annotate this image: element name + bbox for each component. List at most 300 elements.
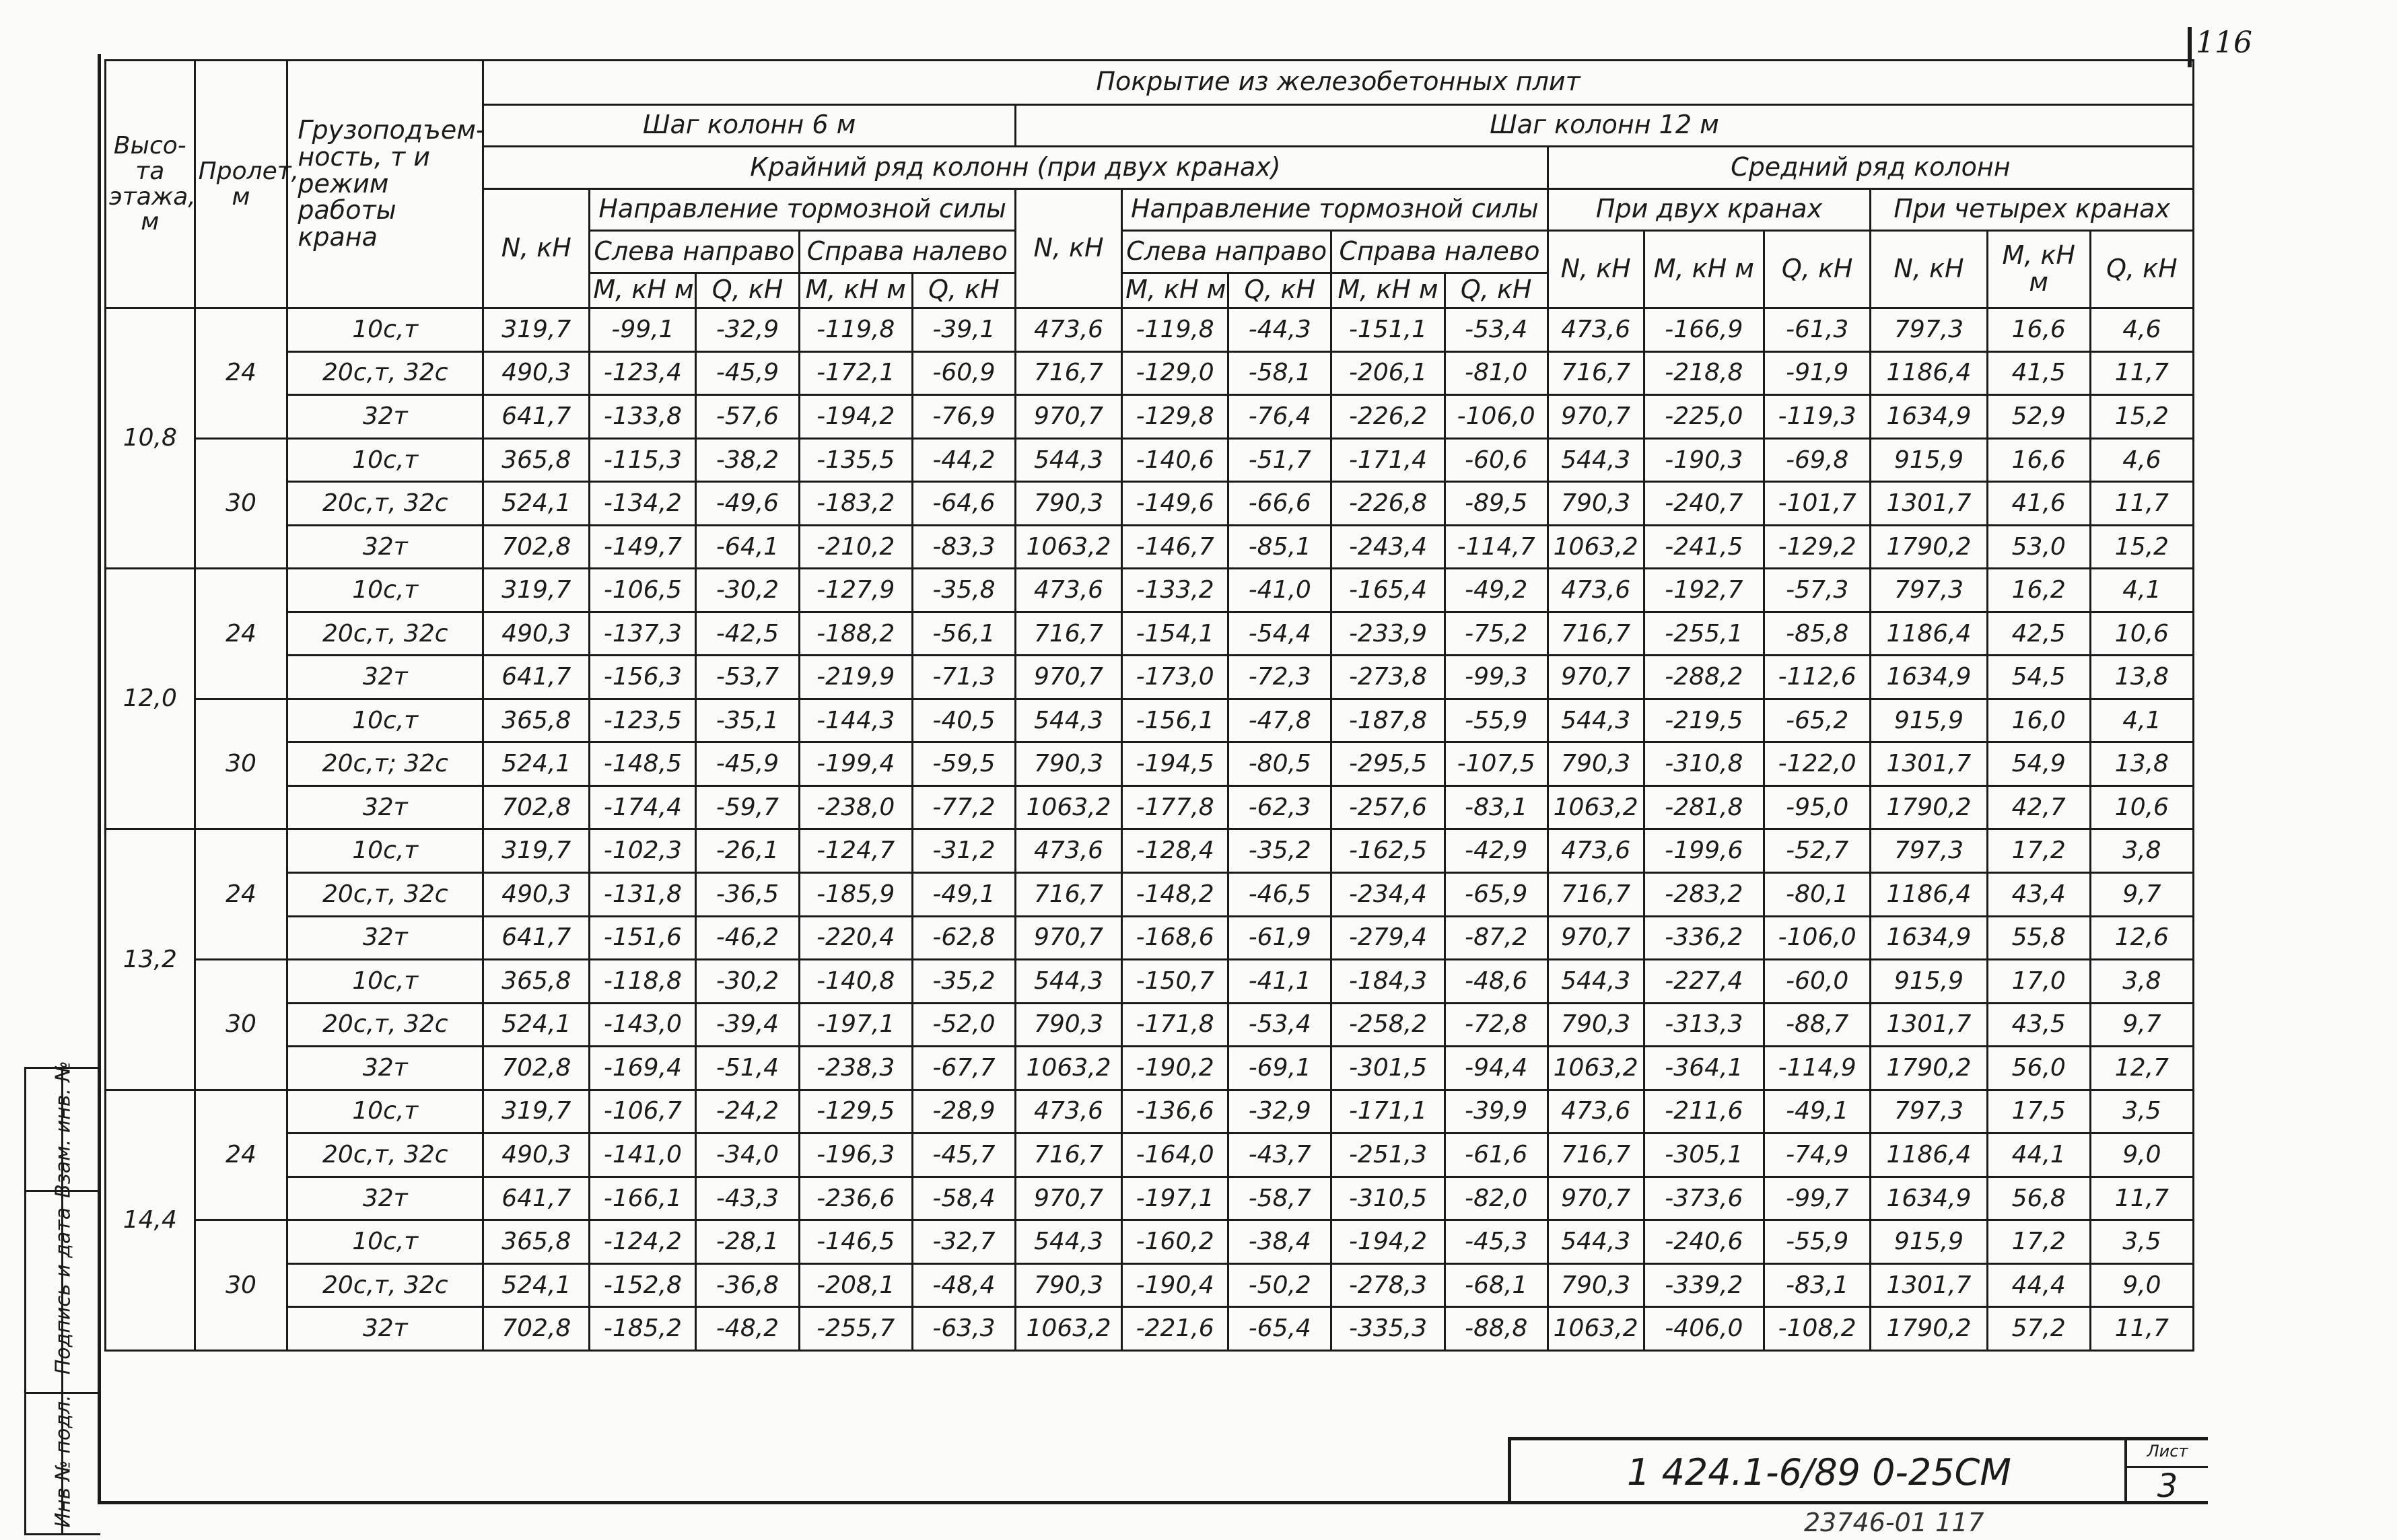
- crane-mode-cell: 32т: [287, 1047, 483, 1090]
- value-cell: 11,7: [2090, 351, 2193, 395]
- value-cell: -364,1: [1644, 1047, 1764, 1090]
- value-cell: -129,8: [1122, 395, 1228, 439]
- value-cell: -241,5: [1644, 525, 1764, 569]
- value-cell: -305,1: [1644, 1133, 1764, 1177]
- value-cell: 1063,2: [1015, 525, 1121, 569]
- crane-mode-cell: 10с,т: [287, 308, 483, 352]
- header-n-four: N, кН: [1871, 231, 1987, 308]
- table-row: [106, 1177, 2194, 1220]
- value-cell: -76,4: [1228, 395, 1331, 439]
- value-cell: 43,4: [1987, 872, 2090, 916]
- value-cell: -44,3: [1228, 308, 1331, 352]
- table-row: [106, 438, 2194, 482]
- value-cell: -82,0: [1445, 1177, 1548, 1220]
- value-cell: -26,1: [696, 829, 799, 873]
- value-cell: -53,4: [1445, 308, 1548, 352]
- value-cell: 1790,2: [1871, 785, 1987, 829]
- table-row: [106, 656, 2194, 699]
- value-cell: -251,3: [1331, 1133, 1445, 1177]
- value-cell: 473,6: [1015, 569, 1121, 612]
- value-cell: 915,9: [1871, 1220, 1987, 1264]
- table-row: [106, 482, 2194, 526]
- value-cell: 1301,7: [1871, 1263, 1987, 1307]
- value-cell: -173,0: [1122, 656, 1228, 699]
- value-cell: -61,9: [1228, 916, 1331, 960]
- value-cell: 970,7: [1015, 1177, 1121, 1220]
- value-cell: 10,6: [2090, 785, 2193, 829]
- value-cell: 11,7: [2090, 1177, 2193, 1220]
- value-cell: -60,9: [912, 351, 1015, 395]
- crane-mode-cell: 10с,т: [287, 960, 483, 1004]
- value-cell: -53,4: [1228, 1003, 1331, 1047]
- value-cell: -69,8: [1764, 438, 1871, 482]
- value-cell: 9,7: [2090, 872, 2193, 916]
- span-cell: 30: [195, 960, 287, 1090]
- value-cell: -151,1: [1331, 308, 1445, 352]
- value-cell: -54,4: [1228, 612, 1331, 656]
- value-cell: -156,3: [590, 656, 696, 699]
- value-cell: -148,2: [1122, 872, 1228, 916]
- span-cell: 30: [195, 699, 287, 829]
- table-row: [106, 612, 2194, 656]
- value-cell: -194,2: [799, 395, 912, 439]
- value-cell: -89,5: [1445, 482, 1548, 526]
- value-cell: 4,1: [2090, 569, 2193, 612]
- value-cell: 970,7: [1548, 656, 1644, 699]
- value-cell: -83,3: [912, 525, 1015, 569]
- value-cell: 3,5: [2090, 1220, 2193, 1264]
- value-cell: 716,7: [1015, 872, 1121, 916]
- value-cell: -295,5: [1331, 742, 1445, 786]
- value-cell: -240,7: [1644, 482, 1764, 526]
- value-cell: -226,8: [1331, 482, 1445, 526]
- value-cell: 9,7: [2090, 1003, 2193, 1047]
- value-cell: 490,3: [483, 872, 590, 916]
- value-cell: 56,8: [1987, 1177, 2090, 1220]
- value-cell: 970,7: [1015, 395, 1121, 439]
- value-cell: -85,1: [1228, 525, 1331, 569]
- value-cell: -91,9: [1764, 351, 1871, 395]
- value-cell: -80,5: [1228, 742, 1331, 786]
- table-row: [106, 872, 2194, 916]
- header-q-four: Q, кН: [2090, 231, 2193, 308]
- value-cell: 490,3: [483, 1133, 590, 1177]
- value-cell: 1063,2: [1015, 1307, 1121, 1351]
- value-cell: -273,8: [1331, 656, 1445, 699]
- value-cell: -190,4: [1122, 1263, 1228, 1307]
- value-cell: 12,7: [2090, 1047, 2193, 1090]
- value-cell: -32,7: [912, 1220, 1015, 1264]
- value-cell: -141,0: [590, 1133, 696, 1177]
- value-cell: -283,2: [1644, 872, 1764, 916]
- table-row: [106, 785, 2194, 829]
- value-cell: -31,2: [912, 829, 1015, 873]
- value-cell: -281,8: [1644, 785, 1764, 829]
- header-q-lr-12m: Q, кН: [1228, 273, 1331, 308]
- value-cell: -30,2: [696, 960, 799, 1004]
- value-cell: -39,9: [1445, 1090, 1548, 1133]
- header-left-right-12m: Слева направо: [1122, 231, 1331, 273]
- value-cell: -255,7: [799, 1307, 912, 1351]
- value-cell: -220,4: [799, 916, 912, 960]
- value-cell: -74,9: [1764, 1133, 1871, 1177]
- value-cell: 16,2: [1987, 569, 2090, 612]
- value-cell: -339,2: [1644, 1263, 1764, 1307]
- table-row: [106, 395, 2194, 439]
- value-cell: -58,7: [1228, 1177, 1331, 1220]
- value-cell: 797,3: [1871, 829, 1987, 873]
- value-cell: -45,9: [696, 351, 799, 395]
- value-cell: 790,3: [1548, 1003, 1644, 1047]
- value-cell: -119,8: [1122, 308, 1228, 352]
- value-cell: 17,5: [1987, 1090, 2090, 1133]
- value-cell: -238,3: [799, 1047, 912, 1090]
- value-cell: 970,7: [1015, 916, 1121, 960]
- table-row: [106, 742, 2194, 786]
- span-cell: 24: [195, 1090, 287, 1220]
- value-cell: -118,8: [590, 960, 696, 1004]
- value-cell: 1301,7: [1871, 482, 1987, 526]
- value-cell: -42,5: [696, 612, 799, 656]
- value-cell: -69,1: [1228, 1047, 1331, 1090]
- crane-mode-cell: 32т: [287, 1177, 483, 1220]
- value-cell: 716,7: [1015, 351, 1121, 395]
- value-cell: -30,2: [696, 569, 799, 612]
- value-cell: -199,4: [799, 742, 912, 786]
- value-cell: -62,8: [912, 916, 1015, 960]
- value-cell: 12,6: [2090, 916, 2193, 960]
- header-middle-row: Средний ряд колонн: [1548, 147, 2193, 189]
- value-cell: 1634,9: [1871, 1177, 1987, 1220]
- table-body: [106, 308, 2194, 1351]
- value-cell: 1186,4: [1871, 612, 1987, 656]
- value-cell: -210,2: [799, 525, 912, 569]
- side-replace-inv: Взам. инв. №: [51, 1061, 75, 1198]
- value-cell: 970,7: [1548, 916, 1644, 960]
- table-row: [106, 960, 2194, 1004]
- crane-mode-cell: 20с,т, 32с: [287, 1133, 483, 1177]
- sheet-number: 3: [2157, 1467, 2178, 1505]
- value-cell: -55,9: [1445, 699, 1548, 742]
- value-cell: -61,6: [1445, 1133, 1548, 1177]
- value-cell: -143,0: [590, 1003, 696, 1047]
- header-q-two: Q, кН: [1764, 231, 1871, 308]
- value-cell: -171,4: [1331, 438, 1445, 482]
- value-cell: -140,6: [1122, 438, 1228, 482]
- value-cell: 3,8: [2090, 829, 2193, 873]
- value-cell: -36,5: [696, 872, 799, 916]
- header-n-6m: N, кН: [483, 188, 590, 308]
- value-cell: -227,4: [1644, 960, 1764, 1004]
- value-cell: -72,3: [1228, 656, 1331, 699]
- header-pitch-12m: Шаг колонн 12 м: [1015, 104, 2193, 147]
- value-cell: 365,8: [483, 438, 590, 482]
- value-cell: -185,9: [799, 872, 912, 916]
- value-cell: 54,5: [1987, 656, 2090, 699]
- value-cell: -81,0: [1445, 351, 1548, 395]
- value-cell: -131,8: [590, 872, 696, 916]
- value-cell: 41,5: [1987, 351, 2090, 395]
- value-cell: -211,6: [1644, 1090, 1764, 1133]
- value-cell: 42,7: [1987, 785, 2090, 829]
- value-cell: -336,2: [1644, 916, 1764, 960]
- value-cell: 716,7: [1548, 1133, 1644, 1177]
- value-cell: 17,2: [1987, 1220, 2090, 1264]
- value-cell: -46,5: [1228, 872, 1331, 916]
- value-cell: -53,7: [696, 656, 799, 699]
- header-n-two: N, кН: [1548, 231, 1644, 308]
- value-cell: -129,2: [1764, 525, 1871, 569]
- header-right-left-12m: Справа налево: [1331, 231, 1548, 273]
- crane-mode-cell: 10с,т: [287, 829, 483, 873]
- value-cell: -99,3: [1445, 656, 1548, 699]
- value-cell: 13,8: [2090, 656, 2193, 699]
- loads-table: [104, 59, 2194, 1352]
- value-cell: -66,6: [1228, 482, 1331, 526]
- value-cell: -133,2: [1122, 569, 1228, 612]
- value-cell: -32,9: [696, 308, 799, 352]
- value-cell: -171,1: [1331, 1090, 1445, 1133]
- value-cell: -169,4: [590, 1047, 696, 1090]
- crane-mode-cell: 32т: [287, 916, 483, 960]
- header-m-rl-6m: М, кН м: [799, 273, 912, 308]
- floor-height-cell: 12,0: [106, 569, 195, 829]
- value-cell: -67,7: [912, 1047, 1015, 1090]
- value-cell: 544,3: [1548, 960, 1644, 1004]
- value-cell: -119,8: [799, 308, 912, 352]
- value-cell: -255,1: [1644, 612, 1764, 656]
- value-cell: -149,7: [590, 525, 696, 569]
- side-inv-podl: Инв № подл.: [51, 1395, 75, 1528]
- value-cell: 790,3: [1015, 742, 1121, 786]
- value-cell: -183,2: [799, 482, 912, 526]
- span-cell: 24: [195, 569, 287, 699]
- header-m-four: М, кН м: [1987, 231, 2090, 308]
- value-cell: -168,6: [1122, 916, 1228, 960]
- value-cell: -194,5: [1122, 742, 1228, 786]
- header-n-12m: N, кН: [1015, 188, 1121, 308]
- value-cell: -35,1: [696, 699, 799, 742]
- floor-height-cell: 10,8: [106, 308, 195, 569]
- value-cell: -49,1: [1764, 1090, 1871, 1133]
- value-cell: 1634,9: [1871, 916, 1987, 960]
- value-cell: -288,2: [1644, 656, 1764, 699]
- sheet-box: [2124, 1440, 2208, 1504]
- crane-mode-cell: 20с,т, 32с: [287, 1263, 483, 1307]
- value-cell: -35,2: [912, 960, 1015, 1004]
- value-cell: -48,2: [696, 1307, 799, 1351]
- value-cell: -38,4: [1228, 1220, 1331, 1264]
- value-cell: 544,3: [1015, 1220, 1121, 1264]
- value-cell: 490,3: [483, 612, 590, 656]
- value-cell: -134,2: [590, 482, 696, 526]
- value-cell: -146,5: [799, 1220, 912, 1264]
- value-cell: -94,4: [1445, 1047, 1548, 1090]
- table-row: [106, 1090, 2194, 1133]
- value-cell: 641,7: [483, 395, 590, 439]
- table-row: [106, 699, 2194, 742]
- value-cell: -146,7: [1122, 525, 1228, 569]
- value-cell: -101,7: [1764, 482, 1871, 526]
- value-cell: 365,8: [483, 699, 590, 742]
- value-cell: 544,3: [1015, 960, 1121, 1004]
- side-approval-stamp: [24, 1061, 100, 1535]
- value-cell: -40,5: [912, 699, 1015, 742]
- value-cell: -240,6: [1644, 1220, 1764, 1264]
- header-height: Высо-та этажа, м: [106, 61, 195, 308]
- value-cell: -190,3: [1644, 438, 1764, 482]
- table-row: [106, 916, 2194, 960]
- value-cell: 1063,2: [1548, 785, 1644, 829]
- value-cell: -190,2: [1122, 1047, 1228, 1090]
- value-cell: 1063,2: [1015, 785, 1121, 829]
- value-cell: -68,1: [1445, 1263, 1548, 1307]
- value-cell: 716,7: [1015, 612, 1121, 656]
- value-cell: 11,7: [2090, 482, 2193, 526]
- value-cell: -60,6: [1445, 438, 1548, 482]
- value-cell: -35,2: [1228, 829, 1331, 873]
- value-cell: 1790,2: [1871, 525, 1987, 569]
- value-cell: -335,3: [1331, 1307, 1445, 1351]
- value-cell: 790,3: [1015, 482, 1121, 526]
- value-cell: -58,4: [912, 1177, 1015, 1220]
- table-row: [106, 1307, 2194, 1351]
- value-cell: 17,0: [1987, 960, 2090, 1004]
- value-cell: -226,2: [1331, 395, 1445, 439]
- value-cell: 55,8: [1987, 916, 2090, 960]
- value-cell: -160,2: [1122, 1220, 1228, 1264]
- value-cell: 702,8: [483, 525, 590, 569]
- value-cell: 16,6: [1987, 308, 2090, 352]
- value-cell: -49,6: [696, 482, 799, 526]
- span-cell: 24: [195, 308, 287, 439]
- value-cell: 319,7: [483, 1090, 590, 1133]
- header-q-lr-6m: Q, кН: [696, 273, 799, 308]
- value-cell: 915,9: [1871, 438, 1987, 482]
- value-cell: -59,7: [696, 785, 799, 829]
- value-cell: -43,7: [1228, 1133, 1331, 1177]
- value-cell: -28,9: [912, 1090, 1015, 1133]
- value-cell: -194,2: [1331, 1220, 1445, 1264]
- value-cell: -151,6: [590, 916, 696, 960]
- value-cell: -278,3: [1331, 1263, 1445, 1307]
- value-cell: -174,4: [590, 785, 696, 829]
- value-cell: -45,9: [696, 742, 799, 786]
- value-cell: 9,0: [2090, 1133, 2193, 1177]
- table-row: [106, 1003, 2194, 1047]
- value-cell: -48,4: [912, 1263, 1015, 1307]
- value-cell: -301,5: [1331, 1047, 1445, 1090]
- value-cell: -114,9: [1764, 1047, 1871, 1090]
- value-cell: 641,7: [483, 916, 590, 960]
- value-cell: 716,7: [1548, 872, 1644, 916]
- value-cell: -36,8: [696, 1263, 799, 1307]
- archive-number: 23746-01 117: [1804, 1508, 1984, 1537]
- value-cell: -57,3: [1764, 569, 1871, 612]
- value-cell: 524,1: [483, 1003, 590, 1047]
- value-cell: -34,0: [696, 1133, 799, 1177]
- value-cell: 473,6: [1548, 308, 1644, 352]
- value-cell: -258,2: [1331, 1003, 1445, 1047]
- crane-mode-cell: 10с,т: [287, 1090, 483, 1133]
- header-capacity: Грузоподъем-ность, т и режим работы крана: [287, 61, 483, 308]
- value-cell: -41,1: [1228, 960, 1331, 1004]
- value-cell: 970,7: [1548, 395, 1644, 439]
- value-cell: 790,3: [1015, 1263, 1121, 1307]
- value-cell: -47,8: [1228, 699, 1331, 742]
- value-cell: -76,9: [912, 395, 1015, 439]
- crane-mode-cell: 32т: [287, 656, 483, 699]
- value-cell: -39,1: [912, 308, 1015, 352]
- value-cell: -129,0: [1122, 351, 1228, 395]
- crane-mode-cell: 32т: [287, 1307, 483, 1351]
- value-cell: 15,2: [2090, 525, 2193, 569]
- value-cell: 13,8: [2090, 742, 2193, 786]
- value-cell: -63,3: [912, 1307, 1015, 1351]
- value-cell: 1063,2: [1548, 525, 1644, 569]
- value-cell: -133,8: [590, 395, 696, 439]
- value-cell: 44,1: [1987, 1133, 2090, 1177]
- value-cell: 16,0: [1987, 699, 2090, 742]
- value-cell: 365,8: [483, 1220, 590, 1264]
- value-cell: -164,0: [1122, 1133, 1228, 1177]
- value-cell: -406,0: [1644, 1307, 1764, 1351]
- value-cell: 473,6: [1015, 308, 1121, 352]
- value-cell: 11,7: [2090, 1307, 2193, 1351]
- value-cell: 702,8: [483, 1047, 590, 1090]
- value-cell: 319,7: [483, 569, 590, 612]
- value-cell: -75,2: [1445, 612, 1548, 656]
- value-cell: -106,7: [590, 1090, 696, 1133]
- value-cell: -51,7: [1228, 438, 1331, 482]
- value-cell: 10,6: [2090, 612, 2193, 656]
- value-cell: 641,7: [483, 656, 590, 699]
- value-cell: 43,5: [1987, 1003, 2090, 1047]
- value-cell: -218,8: [1644, 351, 1764, 395]
- crane-mode-cell: 32т: [287, 785, 483, 829]
- value-cell: -119,3: [1764, 395, 1871, 439]
- value-cell: -373,6: [1644, 1177, 1764, 1220]
- value-cell: 524,1: [483, 742, 590, 786]
- value-cell: -238,0: [799, 785, 912, 829]
- value-cell: 544,3: [1015, 438, 1121, 482]
- value-cell: -102,3: [590, 829, 696, 873]
- value-cell: 716,7: [1015, 1133, 1121, 1177]
- header-m-rl-12m: М, кН м: [1331, 273, 1445, 308]
- value-cell: -65,9: [1445, 872, 1548, 916]
- value-cell: -56,1: [912, 612, 1015, 656]
- value-cell: -279,4: [1331, 916, 1445, 960]
- value-cell: 797,3: [1871, 1090, 1987, 1133]
- crane-mode-cell: 20с,т, 32с: [287, 1003, 483, 1047]
- value-cell: -52,7: [1764, 829, 1871, 873]
- document-code: 1 424.1-6/89 0-25СМ: [1627, 1451, 2011, 1494]
- value-cell: -225,0: [1644, 395, 1764, 439]
- value-cell: -150,7: [1122, 960, 1228, 1004]
- value-cell: 797,3: [1871, 569, 1987, 612]
- value-cell: 797,3: [1871, 308, 1987, 352]
- value-cell: -35,8: [912, 569, 1015, 612]
- value-cell: 716,7: [1548, 351, 1644, 395]
- value-cell: 702,8: [483, 785, 590, 829]
- value-cell: 42,5: [1987, 612, 2090, 656]
- value-cell: 15,2: [2090, 395, 2193, 439]
- value-cell: -114,7: [1445, 525, 1548, 569]
- value-cell: 970,7: [1015, 656, 1121, 699]
- value-cell: 52,9: [1987, 395, 2090, 439]
- value-cell: -99,1: [590, 308, 696, 352]
- header-right-left-6m: Справа налево: [799, 231, 1015, 273]
